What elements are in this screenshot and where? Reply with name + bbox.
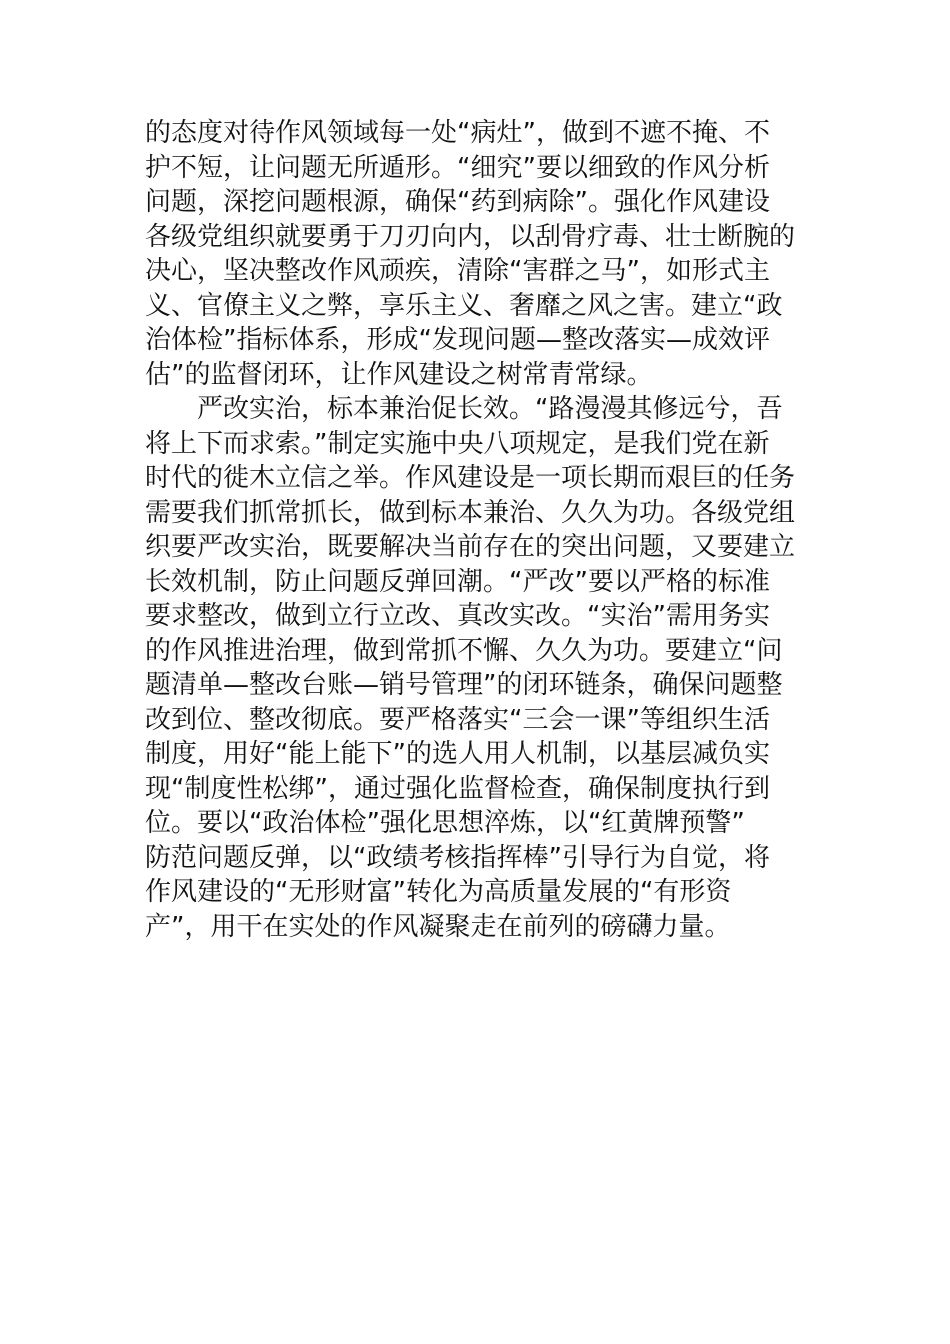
text-line: 织要严改实治，既要解决当前存在的突出问题，又要建立: [145, 532, 796, 562]
text-line: 现“制度性松绑”，通过强化监督检查，确保制度执行到: [145, 773, 770, 804]
text-line: 作风建设的“无形财富”转化为高质量发展的“有形资: [145, 877, 732, 907]
text-line: 估”的监督闭环，让作风建设之树常青常绿。: [145, 359, 653, 390]
text-line: 产”，用干在实处的作风凝聚走在前列的磅礴力量。: [145, 911, 731, 942]
text-line: 将上下而求索。”制定实施中央八项规定，是我们党在新: [145, 428, 770, 459]
text-line: 防范问题反弹，以“政绩考核指挥棒”引导行为自觉，将: [145, 842, 770, 873]
text-line: 决心，坚决整改作风顽疾，清除“害群之马”，如形式主: [145, 256, 770, 286]
text-line: 需要我们抓常抓长，做到标本兼治、久久为功。各级党组: [145, 497, 796, 528]
text-line: 义、官僚主义之弊，享乐主义、奢靡之风之害。建立“政: [145, 290, 783, 321]
text-line: 时代的徙木立信之举。作风建设是一项长期而艰巨的任务: [145, 463, 796, 493]
text-line: 位。要以“政治体检”强化思想淬炼，以“红黄牌预警”: [145, 808, 745, 838]
text-line: 的作风推进治理，做到常抓不懈、久久为功。要建立“问: [145, 635, 783, 666]
text-line: 的态度对待作风领域每一处“病灶”，做到不遮不掩、不: [145, 118, 770, 148]
paragraph-start-line: 严改实治，标本兼治促长效。“路漫漫其修远兮，吾: [197, 394, 783, 424]
text-line: 题清单—整改台账—销号管理”的闭环链条，确保问题整: [145, 670, 783, 700]
text-line: 改到位、整改彻底。要严格落实“三会一课”等组织生活: [145, 704, 770, 735]
text-line: 各级党组织就要勇于刀刃向内，以刮骨疗毒、壮士断腕的: [145, 221, 796, 252]
text-line: 长效机制，防止问题反弹回潮。“严改”要以严格的标准: [145, 566, 770, 597]
text-line: 护不短，让问题无所遁形。“细究”要以细致的作风分析: [145, 152, 770, 183]
text-line: 治体检”指标体系，形成“发现问题—整改落实—成效评: [145, 325, 770, 355]
text-line: 要求整改，做到立行立改、真改实改。“实治”需用务实: [145, 601, 770, 631]
text-line: 制度，用好“能上能下”的选人用人机制，以基层减负实: [145, 739, 770, 769]
text-line: 问题，深挖问题根源，确保“药到病除”。强化作风建设: [145, 187, 770, 217]
body-text: [145, 116, 807, 944]
